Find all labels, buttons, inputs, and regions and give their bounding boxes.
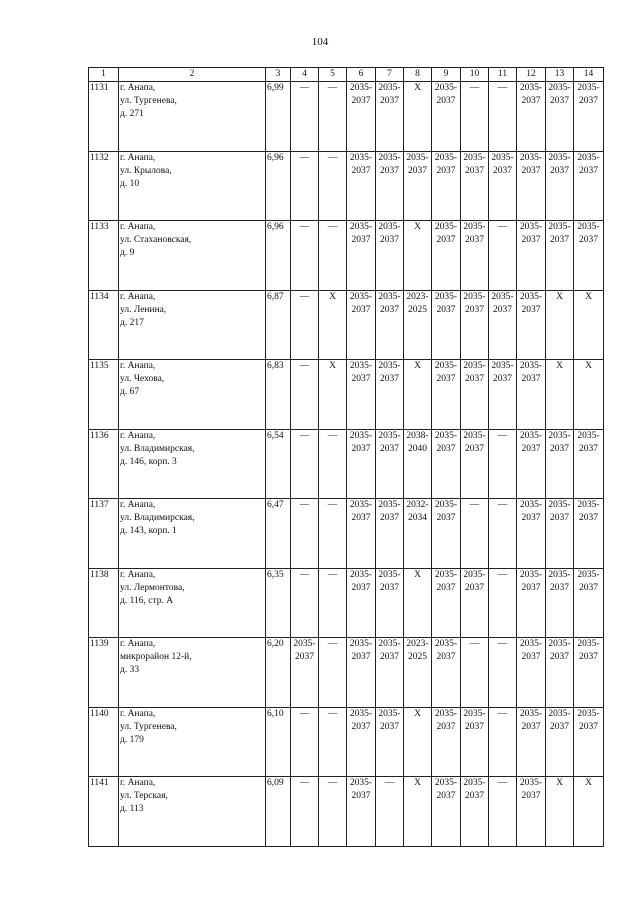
value-cell-col14: 2035- 2037 xyxy=(574,221,604,291)
value-cell-col11: — xyxy=(489,221,517,291)
address-line: д. 143, корп. 1 xyxy=(120,526,177,536)
value-cell-col3: 6,96 xyxy=(266,221,291,291)
value-cell-col12: 2035- 2037 xyxy=(517,429,546,499)
column-header-10: 10 xyxy=(461,68,489,82)
value-cell-col4: — xyxy=(291,568,319,638)
value-cell-col12: 2035- 2037 xyxy=(517,638,546,708)
address-line: д. 116, стр. А xyxy=(120,595,174,606)
value-cell-col5: — xyxy=(319,151,347,221)
value-cell-col3: 6,10 xyxy=(266,707,291,777)
value-cell-col4: — xyxy=(291,499,319,569)
value-cell-col8: X xyxy=(404,82,432,152)
column-header-2: 2 xyxy=(119,68,266,82)
value-cell-col14: 2035- 2037 xyxy=(574,499,604,569)
table-row xyxy=(89,360,604,430)
value-cell-col4: — xyxy=(291,707,319,777)
value-cell-col5: — xyxy=(319,499,347,569)
value-cell-col7: 2035- 2037 xyxy=(376,221,404,291)
value-cell-col14: X xyxy=(574,290,604,360)
address-line: г. Анапа, xyxy=(120,152,156,163)
value-cell-col9: 2035- 2037 xyxy=(432,429,461,499)
address-line: г. Анапа, xyxy=(120,708,156,719)
value-cell-col8: X xyxy=(404,221,432,291)
value-cell-col3: 6,83 xyxy=(266,360,291,430)
value-cell-col8: X xyxy=(404,777,432,847)
value-cell-col13: X xyxy=(546,290,574,360)
value-cell-col11: — xyxy=(489,499,517,569)
value-cell-col3: 6,96 xyxy=(266,151,291,221)
row-number: 1131 xyxy=(89,82,119,152)
address-cell xyxy=(119,360,266,430)
value-cell-col4: — xyxy=(291,221,319,291)
value-cell-col4: — xyxy=(291,82,319,152)
value-cell-col5: — xyxy=(319,82,347,152)
value-cell-col13: 2035- 2037 xyxy=(546,568,574,638)
table-row xyxy=(89,290,604,360)
value-cell-col11: 2035- 2037 xyxy=(489,151,517,221)
value-cell-col10: 2035- 2037 xyxy=(461,777,489,847)
column-header-14: 14 xyxy=(574,68,604,82)
value-cell-col3: 6,99 xyxy=(266,82,291,152)
value-cell-col7: 2035- 2037 xyxy=(376,707,404,777)
value-cell-col8: 2023- 2025 xyxy=(404,290,432,360)
value-cell-col4: — xyxy=(291,290,319,360)
address-cell xyxy=(119,777,266,847)
column-header-13: 13 xyxy=(546,68,574,82)
table-row xyxy=(89,429,604,499)
value-cell-col7: 2035- 2037 xyxy=(376,360,404,430)
value-cell-col9: 2035- 2037 xyxy=(432,707,461,777)
address-line: микрорайон 12-й, xyxy=(120,652,192,662)
table-row xyxy=(89,568,604,638)
value-cell-col10: — xyxy=(461,638,489,708)
value-cell-col11: — xyxy=(489,82,517,152)
value-cell-col8: X xyxy=(404,568,432,638)
value-cell-col4: 2035- 2037 xyxy=(291,638,319,708)
address-cell xyxy=(119,499,266,569)
address-line: ул. Крылова, xyxy=(120,165,172,176)
value-cell-col3: 6,35 xyxy=(266,568,291,638)
row-number: 1134 xyxy=(89,290,119,360)
value-cell-col13: 2035- 2037 xyxy=(546,499,574,569)
value-cell-col9: 2035- 2037 xyxy=(432,499,461,569)
row-number: 1135 xyxy=(89,360,119,430)
value-cell-col10: 2035- 2037 xyxy=(461,360,489,430)
row-number: 1137 xyxy=(89,499,119,569)
value-cell-col12: 2035- 2037 xyxy=(517,151,546,221)
address-line: д. 146, корп. 3 xyxy=(120,456,177,467)
address-line: ул. Терская, xyxy=(120,791,168,801)
value-cell-col5: — xyxy=(319,221,347,291)
column-header-5: 5 xyxy=(319,68,347,82)
value-cell-col12: 2035- 2037 xyxy=(517,499,546,569)
value-cell-col12: 2035- 2037 xyxy=(517,221,546,291)
address-cell xyxy=(119,290,266,360)
address-line: г. Анапа, xyxy=(120,778,156,788)
table-row xyxy=(89,777,604,847)
table-row xyxy=(89,151,604,221)
address-line: г. Анапа, xyxy=(120,430,156,441)
value-cell-col14: 2035- 2037 xyxy=(574,638,604,708)
value-cell-col5: X xyxy=(319,360,347,430)
value-cell-col7: 2035- 2037 xyxy=(376,82,404,152)
column-header-11: 11 xyxy=(489,68,517,82)
value-cell-col5: X xyxy=(319,290,347,360)
value-cell-col4: — xyxy=(291,151,319,221)
column-header-8: 8 xyxy=(404,68,432,82)
value-cell-col7: 2035- 2037 xyxy=(376,568,404,638)
value-cell-col14: 2035- 2037 xyxy=(574,707,604,777)
value-cell-col10: 2035- 2037 xyxy=(461,290,489,360)
value-cell-col13: 2035- 2037 xyxy=(546,82,574,152)
value-cell-col6: 2035- 2037 xyxy=(347,82,376,152)
value-cell-col12: 2035- 2037 xyxy=(517,568,546,638)
value-cell-col6: 2035- 2037 xyxy=(347,360,376,430)
value-cell-col10: — xyxy=(461,499,489,569)
value-cell-col5: — xyxy=(319,777,347,847)
value-cell-col8: 2035- 2037 xyxy=(404,151,432,221)
value-cell-col8: 2038- 2040 xyxy=(404,429,432,499)
address-line: г. Анапа, xyxy=(120,222,156,232)
value-cell-col9: 2035- 2037 xyxy=(432,290,461,360)
value-cell-col11: 2035- 2037 xyxy=(489,360,517,430)
value-cell-col8: 2023- 2025 xyxy=(404,638,432,708)
value-cell-col5: — xyxy=(319,638,347,708)
address-line: ул. Чехова, xyxy=(120,374,165,384)
value-cell-col14: 2035- 2037 xyxy=(574,568,604,638)
value-cell-col5: — xyxy=(319,568,347,638)
column-header-1: 1 xyxy=(89,68,119,82)
address-line: ул. Владимирская, xyxy=(120,443,195,454)
value-cell-col13: X xyxy=(546,360,574,430)
address-cell xyxy=(119,221,266,291)
value-cell-col11: — xyxy=(489,568,517,638)
address-line: д. 33 xyxy=(120,665,140,675)
value-cell-col12: 2035- 2037 xyxy=(517,82,546,152)
value-cell-col9: 2035- 2037 xyxy=(432,82,461,152)
value-cell-col14: 2035- 2037 xyxy=(574,151,604,221)
value-cell-col11: — xyxy=(489,429,517,499)
value-cell-col6: 2035- 2037 xyxy=(347,221,376,291)
value-cell-col3: 6,54 xyxy=(266,429,291,499)
column-header-6: 6 xyxy=(347,68,376,82)
address-line: г. Анапа, xyxy=(120,361,156,371)
value-cell-col10: — xyxy=(461,82,489,152)
value-cell-col7: 2035- 2037 xyxy=(376,151,404,221)
row-number: 1141 xyxy=(89,777,119,847)
value-cell-col7: 2035- 2037 xyxy=(376,638,404,708)
address-cell xyxy=(119,638,266,708)
value-cell-col12: 2035- 2037 xyxy=(517,707,546,777)
value-cell-col11: — xyxy=(489,707,517,777)
value-cell-col9: 2035- 2037 xyxy=(432,221,461,291)
value-cell-col12: 2035- 2037 xyxy=(517,290,546,360)
value-cell-col6: 2035- 2037 xyxy=(347,707,376,777)
value-cell-col6: 2035- 2037 xyxy=(347,499,376,569)
value-cell-col9: 2035- 2037 xyxy=(432,638,461,708)
address-line: г. Анапа, xyxy=(120,639,156,649)
value-cell-col6: 2035- 2037 xyxy=(347,151,376,221)
value-cell-col4: — xyxy=(291,429,319,499)
page-number: 104 xyxy=(311,36,329,48)
value-cell-col5: — xyxy=(319,429,347,499)
address-line: г. Анапа, xyxy=(120,83,156,93)
value-cell-col7: 2035- 2037 xyxy=(376,290,404,360)
row-number: 1140 xyxy=(89,707,119,777)
address-line: д. 217 xyxy=(120,317,144,328)
value-cell-col10: 2035- 2037 xyxy=(461,429,489,499)
value-cell-col6: 2035- 2037 xyxy=(347,638,376,708)
value-cell-col3: 6,87 xyxy=(266,290,291,360)
value-cell-col9: 2035- 2037 xyxy=(432,151,461,221)
value-cell-col11: — xyxy=(489,777,517,847)
value-cell-col3: 6,09 xyxy=(266,777,291,847)
value-cell-col13: X xyxy=(546,777,574,847)
column-header-4: 4 xyxy=(291,68,319,82)
value-cell-col13: 2035- 2037 xyxy=(546,429,574,499)
table-row xyxy=(89,638,604,708)
value-cell-col13: 2035- 2037 xyxy=(546,221,574,291)
address-cell xyxy=(119,82,266,152)
address-line: г. Анапа, xyxy=(120,291,156,302)
value-cell-col14: X xyxy=(574,777,604,847)
table-row xyxy=(89,707,604,777)
value-cell-col6: 2035- 2037 xyxy=(347,777,376,847)
row-number: 1133 xyxy=(89,221,119,291)
value-cell-col11: 2035- 2037 xyxy=(489,290,517,360)
table-row xyxy=(89,82,604,152)
address-line: д. 113 xyxy=(120,804,144,814)
value-cell-col6: 2035- 2037 xyxy=(347,429,376,499)
value-cell-col13: 2035- 2037 xyxy=(546,638,574,708)
address-cell xyxy=(119,151,266,221)
address-cell xyxy=(119,429,266,499)
value-cell-col10: 2035- 2037 xyxy=(461,221,489,291)
address-cell xyxy=(119,568,266,638)
value-cell-col10: 2035- 2037 xyxy=(461,707,489,777)
address-line: д. 271 xyxy=(120,109,144,119)
table-row xyxy=(89,221,604,291)
data-table xyxy=(88,67,604,847)
value-cell-col8: 2032- 2034 xyxy=(404,499,432,569)
address-cell xyxy=(119,707,266,777)
value-cell-col11: — xyxy=(489,638,517,708)
address-line: ул. Тургенева, xyxy=(120,96,177,106)
column-header-3: 3 xyxy=(266,68,291,82)
value-cell-col6: 2035- 2037 xyxy=(347,290,376,360)
address-line: г. Анапа, xyxy=(120,569,156,580)
value-cell-col9: 2035- 2037 xyxy=(432,777,461,847)
address-line: д. 179 xyxy=(120,734,144,745)
value-cell-col3: 6,47 xyxy=(266,499,291,569)
value-cell-col14: X xyxy=(574,360,604,430)
value-cell-col7: 2035- 2037 xyxy=(376,429,404,499)
value-cell-col14: 2035- 2037 xyxy=(574,82,604,152)
value-cell-col3: 6,20 xyxy=(266,638,291,708)
address-line: д. 9 xyxy=(120,248,135,258)
table-row xyxy=(89,499,604,569)
table-header-row xyxy=(89,68,604,82)
value-cell-col9: 2035- 2037 xyxy=(432,360,461,430)
column-header-7: 7 xyxy=(376,68,404,82)
value-cell-col12: 2035- 2037 xyxy=(517,360,546,430)
row-number: 1136 xyxy=(89,429,119,499)
row-number: 1132 xyxy=(89,151,119,221)
value-cell-col7: 2035- 2037 xyxy=(376,499,404,569)
value-cell-col4: — xyxy=(291,360,319,430)
value-cell-col14: 2035- 2037 xyxy=(574,429,604,499)
value-cell-col10: 2035- 2037 xyxy=(461,568,489,638)
column-header-9: 9 xyxy=(432,68,461,82)
address-line: ул. Владимирская, xyxy=(120,513,195,523)
address-line: ул. Ленина, xyxy=(120,304,167,315)
address-line: д. 67 xyxy=(120,387,140,397)
value-cell-col8: X xyxy=(404,707,432,777)
address-line: д. 10 xyxy=(120,178,140,189)
column-header-12: 12 xyxy=(517,68,546,82)
value-cell-col12: 2035- 2037 xyxy=(517,777,546,847)
value-cell-col13: 2035- 2037 xyxy=(546,707,574,777)
value-cell-col10: 2035- 2037 xyxy=(461,151,489,221)
value-cell-col4: — xyxy=(291,777,319,847)
value-cell-col9: 2035- 2037 xyxy=(432,568,461,638)
address-line: г. Анапа, xyxy=(120,500,156,510)
value-cell-col8: X xyxy=(404,360,432,430)
row-number: 1139 xyxy=(89,638,119,708)
address-line: ул. Лермонтова, xyxy=(120,582,185,593)
row-number: 1138 xyxy=(89,568,119,638)
value-cell-col5: — xyxy=(319,707,347,777)
value-cell-col6: 2035- 2037 xyxy=(347,568,376,638)
value-cell-col13: 2035- 2037 xyxy=(546,151,574,221)
address-line: ул. Тургенева, xyxy=(120,721,177,732)
value-cell-col7: — xyxy=(376,777,404,847)
address-line: ул. Стахановская, xyxy=(120,235,192,245)
